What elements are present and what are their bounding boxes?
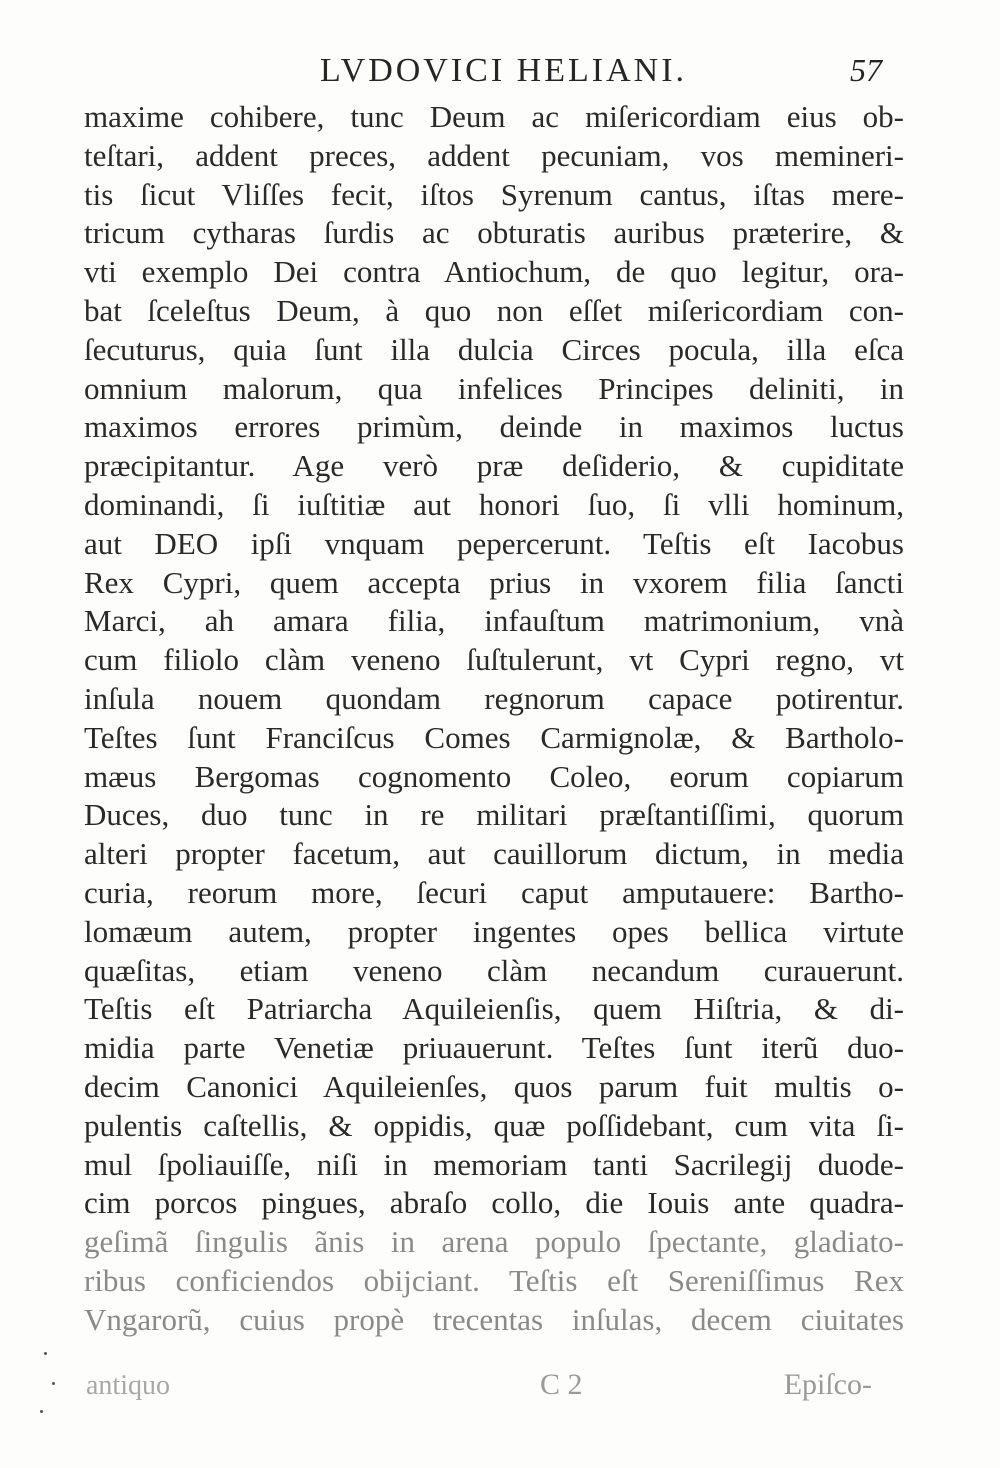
text-line: dominandi, ſi iuſtitiæ aut honori ſuo, ſi vlli hominum,: [84, 486, 904, 522]
body-text: [84, 98, 904, 1340]
text-line: quæſitas, etiam veneno clàm necandum curauerunt.: [84, 952, 904, 988]
text-line: alteri propter facetum, aut cauillorum dictum, in media: [84, 836, 904, 872]
page-number: 57: [850, 52, 882, 88]
text-line: Duces, duo tunc in re militari præſtantiſſimi, quorum: [84, 797, 904, 833]
text-line: geſimã ſingulis ãnis in arena populo ſpectante, gladiato-: [84, 1224, 904, 1260]
text-line: lomæum autem, propter ingentes opes bellica virtute: [84, 913, 904, 949]
text-line: pulentis caſtellis, & oppidis, quæ poſſidebant, cum vita ſi-: [84, 1107, 904, 1143]
text-line: teſtari, addent preces, addent pecuniam, vos memineri-: [84, 137, 904, 173]
text-line: cum filiolo clàm veneno ſuſtulerunt, vt Cypri regno, vt: [84, 642, 904, 678]
text-line: vti exemplo Dei contra Antiochum, de quo legitur, ora-: [84, 254, 904, 290]
text-line: decim Canonici Aquileienſes, quos parum fuit multis o-: [84, 1068, 904, 1104]
ink-speck: [52, 1382, 55, 1385]
text-line: aut DEO ipſi vnquam pepercerunt. Teſtis eſt Iacobus: [84, 525, 904, 561]
text-line: midia parte Venetiæ priuauerunt. Teſtes ſunt iterũ duo-: [84, 1030, 904, 1066]
catchword: Epiſco-: [783, 1368, 872, 1401]
text-line: ribus conficiendos obijciant. Teſtis eſt Sereniſſimus Rex: [84, 1262, 904, 1298]
text-line: maximos errores primùm, deinde in maximos luctus: [84, 409, 904, 445]
text-line: mul ſpoliauiſſe, niſi in memoriam tanti Sacrilegij duode-: [84, 1146, 904, 1182]
ink-speck: [44, 1352, 47, 1355]
text-line: Teſtes ſunt Franciſcus Comes Carmignolæ, & Bartholo-: [84, 719, 904, 755]
text-line: omnium malorum, qua infelices Principes deliniti, in: [84, 370, 904, 406]
text-line: ſecuturus, quia ſunt illa dulcia Circes pocula, illa eſca: [84, 331, 904, 367]
ink-speck: [40, 1410, 43, 1413]
text-line: mæus Bergomas cognomento Coleo, eorum copiarum: [84, 758, 904, 794]
signature-mark: C 2: [540, 1368, 583, 1401]
text-line: tricum cytharas ſurdis ac obturatis auribus præterire, &: [84, 215, 904, 251]
text-line: præcipitantur. Age verò præ deſiderio, & cupiditate: [84, 448, 904, 484]
text-line: Vngarorũ, cuius propè trecentas inſulas, decem ciuitates: [84, 1301, 904, 1337]
text-line: maxime cohibere, tunc Deum ac miſericordiam eius ob-: [84, 99, 904, 134]
text-line: curia, reorum more, ſecuri caput amputauere: Bartho-: [84, 874, 904, 910]
text-line: Marci, ah amara filia, infauſtum matrimonium, vnà: [84, 603, 904, 639]
text-line: tis ſicut Vliſſes fecit, iſtos Syrenum cantus, iſtas mere-: [84, 176, 904, 212]
text-line: inſula nouem quondam regnorum capace potirentur.: [84, 680, 904, 716]
running-head: LVDOVICI HELIANI.: [320, 52, 688, 89]
text-line: Rex Cypri, quem accepta prius in vxorem filia ſancti: [84, 564, 904, 600]
faded-footer-word: antiquo: [86, 1370, 170, 1401]
text-line: Teſtis eſt Patriarcha Aquileienſis, quem Hiſtria, & di-: [84, 991, 904, 1027]
text-line: bat ſceleſtus Deum, à quo non eſſet miſericordiam con-: [84, 292, 904, 328]
text-line: cim porcos pingues, abraſo collo, die Iouis ante quadra-: [84, 1185, 904, 1221]
